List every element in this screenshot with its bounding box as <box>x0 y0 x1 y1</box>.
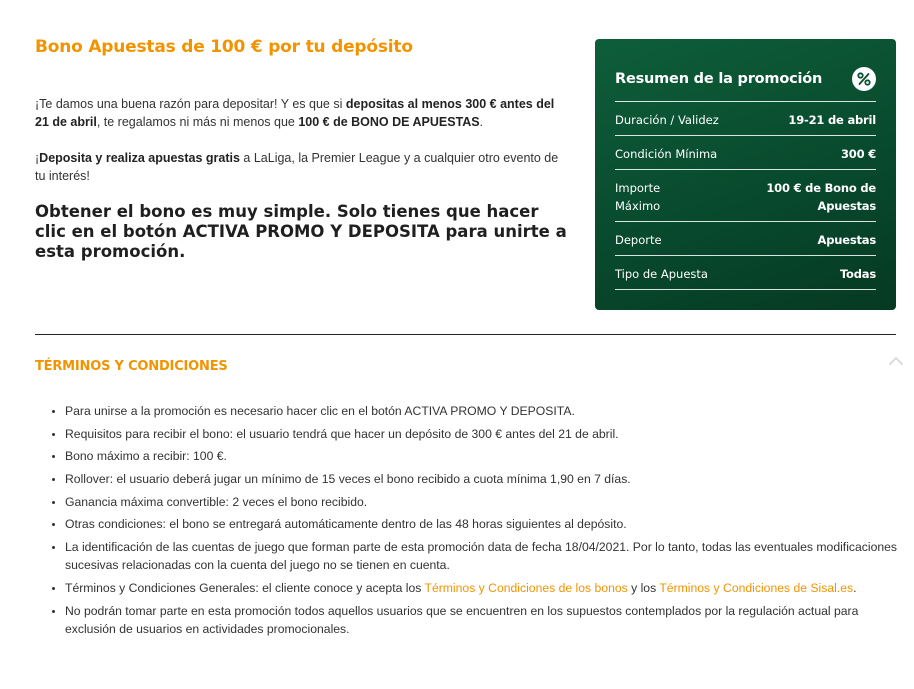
list-item: • Requisitos para recibir el bono: el usuario tendrá que hacer un depósito de 300 € antes del 21 de abril. <box>65 425 905 443</box>
summary-row-minimum <box>615 136 876 170</box>
terms-title[interactable]: TÉRMINOS Y CONDICIONES <box>35 359 228 374</box>
summary-row-duration <box>615 102 876 136</box>
promo-intro-paragraph <box>35 95 565 131</box>
summary-title: Resumen de la promoción <box>615 71 823 87</box>
general-terms-end: . <box>853 580 857 595</box>
terms-list <box>35 402 905 642</box>
list-item: • Rollover: el usuario deberá jugar un mínimo de 15 veces el bono recibido a cuota mínima 1,90 en 7 días. <box>65 470 905 488</box>
summary-value: Todas <box>839 267 876 281</box>
intro-text: ¡Te damos una buena razón para depositar! Y es que si <box>35 97 346 111</box>
general-terms-and: y los <box>627 580 660 595</box>
promo-title: Bono Apuestas de 100 € por tu depósito <box>35 37 413 57</box>
summary-value: 300 € <box>840 147 876 161</box>
summary-header <box>615 39 876 102</box>
percent-icon <box>852 67 876 91</box>
promo-headline: Obtener el bono es muy simple. Solo tienes que hacer clic en el botón ACTIVA PROMO Y DEPOSITA para unirte a esta promoción. <box>35 202 567 261</box>
second-highlight: Deposita y realiza apuestas gratis <box>39 151 240 165</box>
summary-label: Deporte <box>615 233 662 247</box>
summary-label: Importe Máximo <box>615 181 661 213</box>
list-item: • Bono máximo a recibir: 100 €. <box>65 447 905 465</box>
list-item: • No podrán tomar parte en esta promoción todos aquellos usuarios que se encuentren en los supuestos contemplados por la regulación actual para exclusión de usuarios en actividades promocionales. <box>65 602 905 638</box>
list-item: • Ganancia máxima convertible: 2 veces el bono recibido. <box>65 493 905 511</box>
second-text-start: ¡ <box>35 151 40 165</box>
second-text: a LaLiga, la Premier League y a cualquier otro evento de tu interés! <box>35 151 559 183</box>
general-terms-text: Términos y Condiciones Generales: el cliente conoce y acepta los <box>65 580 425 595</box>
summary-label: Tipo de Apuesta <box>615 267 708 281</box>
list-item: • Otras condiciones: el bono se entregará automáticamente dentro de las 48 horas siguientes al depósito. <box>65 515 905 533</box>
intro-text-2: , te regalamos ni más ni menos que <box>96 115 299 129</box>
intro-deposit-condition: depositas al menos 300 € antes del 21 de abril <box>35 97 555 129</box>
sisal-terms-link[interactable]: Términos y Condiciones de Sisal.es <box>659 580 854 595</box>
section-divider <box>35 334 896 335</box>
list-item: • Para unirse a la promoción es necesario hacer clic en el botón ACTIVA PROMO Y DEPOSITA. <box>65 402 905 420</box>
bonus-terms-link[interactable]: Términos y Condiciones de los bonos <box>424 580 628 595</box>
summary-row-bet-type <box>615 256 876 290</box>
summary-row-max-amount <box>615 170 876 222</box>
list-item-general-terms <box>65 579 905 597</box>
intro-text-end: . <box>479 115 484 129</box>
promo-second-paragraph <box>35 149 565 185</box>
summary-label: Duración / Validez <box>615 113 719 127</box>
summary-value: Apuestas <box>817 233 876 247</box>
chevron-up-icon[interactable] <box>887 354 905 368</box>
list-item: • La identificación de las cuentas de juego que forman parte de esta promoción data de fecha 18/04/2021. Por lo tanto, todas las eventuales modificaciones sucesivas relacionadas con la cuenta del juego no se tienen en cuenta. <box>65 538 905 574</box>
summary-value: 100 € de Bono de Apuestas <box>766 181 876 213</box>
promo-summary-card <box>595 39 896 310</box>
summary-label: Condición Mínima <box>615 147 718 161</box>
summary-value: 19-21 de abril <box>788 113 876 127</box>
intro-bonus-amount: 100 € de BONO DE APUESTAS <box>298 115 480 129</box>
summary-row-sport <box>615 222 876 256</box>
